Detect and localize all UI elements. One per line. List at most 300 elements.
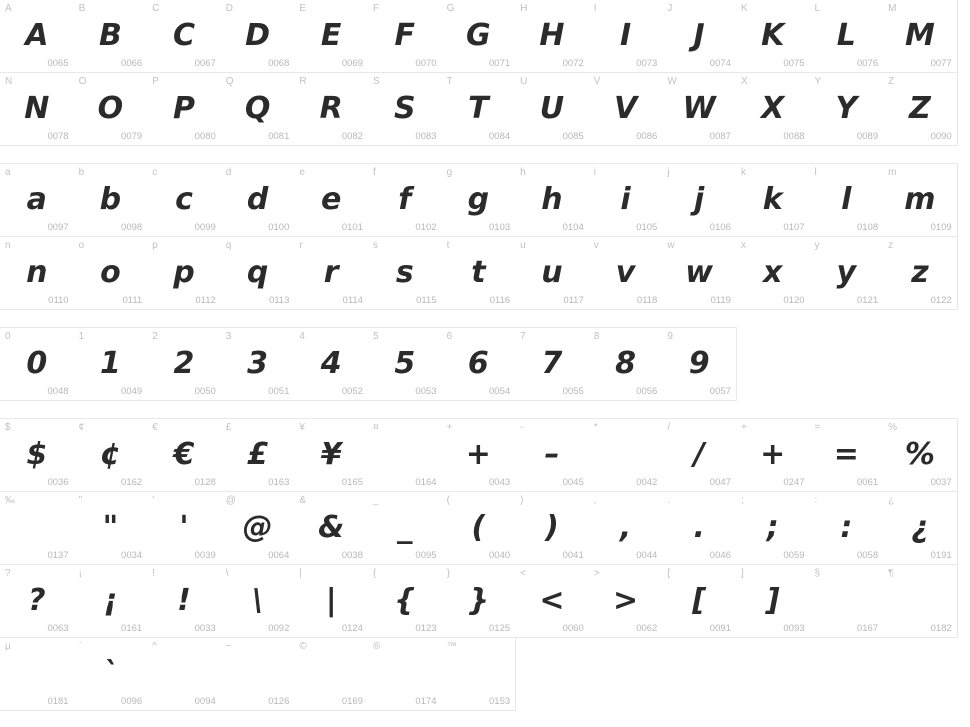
- glyph-block-numerals: [0, 328, 970, 401]
- glyph-name-label: .: [667, 495, 671, 506]
- glyph-preview: \: [252, 583, 264, 618]
- glyph-preview: 2: [173, 346, 195, 381]
- glyph-block-uppercase: [0, 0, 970, 146]
- glyph-cell[interactable]: [147, 564, 222, 638]
- glyph-code-label: 0052: [341, 386, 363, 397]
- glyph-code-label: 0104: [562, 222, 584, 233]
- glyph-preview: D: [245, 18, 271, 53]
- glyph-cell[interactable]: [589, 72, 664, 146]
- glyph-code-label: 0247: [783, 477, 805, 488]
- glyph-preview: %: [904, 437, 935, 472]
- glyph-name-label: h: [520, 167, 526, 178]
- glyph-preview: –: [544, 437, 560, 472]
- glyph-code-label: 0068: [268, 58, 290, 69]
- glyph-cell[interactable]: [442, 0, 517, 73]
- glyph-preview: W: [682, 91, 716, 126]
- glyph-name-label: $: [5, 422, 11, 433]
- glyph-name-label: ]: [740, 568, 744, 579]
- glyph-name-label: B: [78, 3, 86, 14]
- glyph-preview: s: [395, 255, 414, 290]
- glyph-cell[interactable]: [0, 418, 75, 492]
- glyph-preview: l: [841, 182, 852, 217]
- glyph-cell[interactable]: [589, 564, 664, 638]
- glyph-cell[interactable]: [810, 236, 885, 310]
- glyph-name-label: +: [446, 422, 453, 433]
- glyph-cell[interactable]: [883, 236, 958, 310]
- glyph-name-label: W: [667, 76, 677, 87]
- glyph-cell[interactable]: [221, 564, 296, 638]
- glyph-code-label: 0088: [783, 131, 805, 142]
- glyph-code-label: 0049: [121, 386, 143, 397]
- glyph-cell[interactable]: [662, 418, 737, 492]
- glyph-name-label: =: [814, 422, 821, 433]
- glyph-name-label: ¥: [299, 422, 305, 433]
- glyph-code-label: 0105: [636, 222, 658, 233]
- glyph-code-label: 0082: [341, 131, 363, 142]
- glyph-name-label: ¡: [78, 568, 82, 579]
- glyph-cell[interactable]: [221, 0, 296, 73]
- glyph-cell[interactable]: [442, 236, 517, 310]
- glyph-cell[interactable]: [368, 418, 443, 492]
- glyph-cell[interactable]: [0, 491, 75, 565]
- glyph-cell[interactable]: [147, 0, 222, 73]
- glyph-cell[interactable]: [442, 418, 517, 492]
- glyph-cell[interactable]: [294, 418, 369, 492]
- glyph-cell[interactable]: [147, 327, 222, 401]
- glyph-preview: q: [246, 255, 269, 290]
- glyph-name-label: G: [446, 3, 455, 14]
- glyph-name-label: Z: [888, 76, 895, 87]
- glyph-code-label: 0119: [710, 295, 731, 306]
- glyph-cell[interactable]: [589, 327, 664, 401]
- glyph-cell[interactable]: [0, 163, 75, 237]
- block-spacer: [0, 310, 970, 328]
- glyph-preview: x: [763, 255, 783, 290]
- glyph-cell[interactable]: [294, 564, 369, 638]
- glyph-cell[interactable]: [74, 637, 149, 711]
- glyph-name-label: e: [299, 167, 305, 178]
- glyph-preview: d: [246, 182, 269, 217]
- glyph-code-label: 0091: [709, 623, 731, 634]
- glyph-preview: `: [102, 656, 118, 691]
- glyph-cell-empty: [515, 637, 590, 711]
- glyph-cell[interactable]: [294, 637, 369, 711]
- glyph-name-label: }: [446, 568, 450, 579]
- glyph-cell[interactable]: [294, 72, 369, 146]
- glyph-code-label: 0059: [783, 550, 805, 561]
- glyph-cell-empty: [810, 327, 885, 401]
- glyph-code-label: 0165: [341, 477, 363, 488]
- glyph-cell[interactable]: [74, 327, 149, 401]
- glyph-cell[interactable]: [442, 163, 517, 237]
- glyph-cell[interactable]: [442, 637, 517, 711]
- glyph-cell[interactable]: [589, 236, 664, 310]
- glyph-cell[interactable]: [221, 72, 296, 146]
- glyph-code-label: 0174: [415, 696, 437, 707]
- glyph-preview: g: [467, 182, 490, 217]
- glyph-preview: 9: [688, 346, 710, 381]
- glyph-cell[interactable]: [368, 327, 443, 401]
- glyph-preview: (: [471, 510, 486, 545]
- glyph-cell[interactable]: [0, 564, 75, 638]
- glyph-code-label: 0107: [783, 222, 805, 233]
- glyph-cell[interactable]: [662, 491, 737, 565]
- glyph-cell[interactable]: [368, 491, 443, 565]
- glyph-preview: .: [693, 510, 705, 545]
- glyph-code-label: 0050: [194, 386, 216, 397]
- glyph-preview: b: [99, 182, 122, 217]
- glyph-preview: 6: [467, 346, 489, 381]
- glyph-cell[interactable]: [294, 491, 369, 565]
- glyph-name-label: §: [814, 568, 821, 579]
- glyph-cell[interactable]: [810, 72, 885, 146]
- glyph-preview: $: [26, 437, 48, 472]
- glyph-preview: A: [25, 18, 49, 53]
- glyph-code-label: 0113: [268, 295, 290, 306]
- glyph-code-label: 0066: [121, 58, 143, 69]
- glyph-cell[interactable]: [810, 418, 885, 492]
- glyph-cell-empty: [883, 637, 958, 711]
- glyph-name-label: &: [299, 495, 307, 506]
- glyph-cell[interactable]: [662, 72, 737, 146]
- glyph-cell[interactable]: [736, 418, 811, 492]
- glyph-code-label: 0051: [268, 386, 290, 397]
- glyph-cell[interactable]: [0, 0, 75, 73]
- glyph-cell[interactable]: [883, 418, 958, 492]
- glyph-cell[interactable]: [515, 564, 590, 638]
- glyph-name-label: O: [78, 76, 87, 87]
- glyph-name-label: T: [446, 76, 453, 87]
- glyph-preview: m: [904, 182, 936, 217]
- glyph-cell[interactable]: [221, 637, 296, 711]
- glyph-name-label: t: [446, 240, 450, 251]
- glyph-code-label: 0055: [562, 386, 584, 397]
- glyph-cell[interactable]: [0, 637, 75, 711]
- glyph-code-label: 0075: [783, 58, 805, 69]
- glyph-cell[interactable]: [883, 564, 958, 638]
- glyph-cell[interactable]: [147, 491, 222, 565]
- glyph-preview: ;: [766, 510, 779, 545]
- glyph-name-label: 2: [152, 331, 158, 342]
- glyph-cell[interactable]: [221, 491, 296, 565]
- glyph-preview: }: [467, 583, 490, 618]
- glyph-code-label: 0037: [930, 477, 952, 488]
- glyph-block-lowercase: [0, 164, 970, 310]
- glyph-preview: 7: [541, 346, 563, 381]
- glyph-preview: =: [833, 437, 859, 472]
- glyph-cell-empty: [736, 327, 811, 401]
- glyph-preview: V: [613, 91, 638, 126]
- glyph-code-label: 0109: [930, 222, 952, 233]
- glyph-name-label: _: [372, 495, 379, 506]
- glyph-name-label: V: [593, 76, 601, 87]
- glyph-cell[interactable]: [515, 72, 590, 146]
- glyph-preview: t: [471, 255, 486, 290]
- glyph-code-label: 0067: [194, 58, 216, 69]
- glyph-code-label: 0077: [930, 58, 952, 69]
- block-spacer: [0, 401, 970, 419]
- glyph-name-label: F: [372, 3, 380, 14]
- glyph-cell-empty: [736, 637, 811, 711]
- glyph-code-label: 0123: [415, 623, 437, 634]
- glyph-cell[interactable]: [736, 72, 811, 146]
- glyph-code-label: 0102: [415, 222, 437, 233]
- glyph-cell[interactable]: [74, 491, 149, 565]
- glyph-cell[interactable]: [883, 72, 958, 146]
- glyph-name-label: ": [78, 495, 83, 506]
- glyph-cell[interactable]: [515, 327, 590, 401]
- glyph-cell[interactable]: [442, 327, 517, 401]
- glyph-code-label: 0034: [121, 550, 143, 561]
- glyph-cell[interactable]: [883, 491, 958, 565]
- glyph-cell-empty: [589, 637, 664, 711]
- glyph-cell[interactable]: [0, 236, 75, 310]
- glyph-cell[interactable]: [736, 491, 811, 565]
- glyph-cell[interactable]: [589, 418, 664, 492]
- glyph-name-label: f: [372, 167, 376, 178]
- glyph-preview: f: [398, 182, 412, 217]
- glyph-cell[interactable]: [810, 163, 885, 237]
- glyph-name-label: ®: [372, 641, 381, 652]
- glyph-name-label: 0: [5, 331, 11, 342]
- glyph-cell[interactable]: [810, 0, 885, 73]
- glyph-preview: T: [468, 91, 489, 126]
- glyph-name-label: 8: [593, 331, 600, 342]
- glyph-cell[interactable]: [221, 163, 296, 237]
- glyph-preview: ¢: [99, 437, 121, 472]
- glyph-name-label: 7: [520, 331, 526, 342]
- glyph-cell[interactable]: [368, 236, 443, 310]
- glyph-preview: j: [693, 182, 705, 217]
- glyph-cell[interactable]: [736, 0, 811, 73]
- glyph-preview: ?: [28, 583, 46, 618]
- glyph-cell[interactable]: [442, 491, 517, 565]
- glyph-code-label: 0117: [563, 295, 584, 306]
- glyph-preview: ': [179, 510, 189, 545]
- glyph-preview: !: [177, 583, 191, 618]
- glyph-code-label: 0164: [415, 477, 437, 488]
- glyph-code-label: 0071: [489, 58, 511, 69]
- glyph-preview: 4: [320, 346, 342, 381]
- glyph-preview: ,: [619, 510, 632, 545]
- glyph-cell[interactable]: [221, 236, 296, 310]
- glyph-preview: G: [466, 18, 491, 53]
- glyph-code-label: 0048: [47, 386, 69, 397]
- glyph-name-label: K: [740, 3, 748, 14]
- glyph-code-label: 0103: [489, 222, 511, 233]
- glyph-preview: J: [693, 18, 705, 53]
- glyph-code-label: 0169: [341, 696, 363, 707]
- glyph-name-label: o: [78, 240, 85, 251]
- glyph-preview: :: [840, 510, 853, 545]
- glyph-cell[interactable]: [662, 327, 737, 401]
- glyph-name-label: C: [152, 3, 160, 14]
- glyph-name-label: <: [520, 568, 526, 579]
- glyph-code-label: 0070: [415, 58, 437, 69]
- glyph-name-label: H: [520, 3, 528, 14]
- glyph-name-label: z: [888, 240, 894, 251]
- glyph-cell[interactable]: [515, 163, 590, 237]
- glyph-cell[interactable]: [74, 163, 149, 237]
- glyph-code-label: 0085: [562, 131, 584, 142]
- glyph-cell[interactable]: [0, 327, 75, 401]
- glyph-cell[interactable]: [589, 0, 664, 73]
- glyph-cell[interactable]: [294, 0, 369, 73]
- glyph-preview: ]: [765, 583, 780, 618]
- glyph-name-label: !: [152, 568, 155, 579]
- glyph-cell[interactable]: [662, 236, 737, 310]
- glyph-name-label: *: [593, 422, 598, 433]
- glyph-cell[interactable]: [368, 72, 443, 146]
- glyph-name-label: €: [152, 422, 158, 433]
- glyph-cell[interactable]: [147, 72, 222, 146]
- glyph-code-label: 0182: [930, 623, 952, 634]
- glyph-code-label: 0191: [930, 550, 952, 561]
- glyph-name-label: ¤: [372, 422, 379, 433]
- glyph-code-label: 0047: [709, 477, 731, 488]
- glyph-cell[interactable]: [662, 564, 737, 638]
- glyph-cell-empty: [883, 327, 958, 401]
- glyph-code-label: 0058: [856, 550, 879, 561]
- glyph-name-label: 9: [667, 331, 673, 342]
- glyph-cell[interactable]: [368, 163, 443, 237]
- glyph-name-label: D: [225, 3, 234, 14]
- glyph-preview: ¡: [103, 583, 118, 618]
- glyph-name-label: \: [225, 568, 229, 579]
- glyph-cell[interactable]: [736, 564, 811, 638]
- glyph-cell[interactable]: [294, 236, 369, 310]
- glyph-cell[interactable]: [147, 163, 222, 237]
- glyph-name-label: Q: [225, 76, 234, 87]
- glyph-code-label: 0084: [489, 131, 511, 142]
- glyph-cell[interactable]: [589, 163, 664, 237]
- glyph-name-label: X: [740, 76, 748, 87]
- glyph-preview: y: [836, 255, 857, 290]
- glyph-cell[interactable]: [662, 0, 737, 73]
- glyph-preview: 3: [247, 346, 269, 381]
- glyph-cell[interactable]: [662, 163, 737, 237]
- glyph-name-label: ¶: [888, 568, 894, 579]
- glyph-preview: K: [761, 18, 785, 53]
- glyph-code-label: 0108: [856, 222, 879, 233]
- glyph-preview: 5: [394, 346, 416, 381]
- glyph-name-label: S: [372, 76, 380, 87]
- glyph-cell[interactable]: [74, 0, 149, 73]
- glyph-code-label: 0086: [636, 131, 658, 142]
- glyph-name-label: k: [740, 167, 746, 178]
- glyph-cell[interactable]: [883, 0, 958, 73]
- glyph-cell[interactable]: [147, 236, 222, 310]
- glyph-cell[interactable]: [515, 236, 590, 310]
- glyph-name-label: L: [814, 3, 821, 14]
- glyph-code-label: 0074: [709, 58, 731, 69]
- glyph-code-label: 0040: [489, 550, 511, 561]
- glyph-cell[interactable]: [147, 637, 222, 711]
- glyph-cell[interactable]: [442, 564, 517, 638]
- glyph-cell[interactable]: [74, 418, 149, 492]
- glyph-name-label: E: [299, 3, 307, 14]
- glyph-code-label: 0128: [194, 477, 216, 488]
- glyph-name-label: [: [667, 568, 671, 579]
- glyph-code-label: 0087: [709, 131, 731, 142]
- glyph-cell[interactable]: [589, 491, 664, 565]
- glyph-name-label: R: [299, 76, 307, 87]
- glyph-cell[interactable]: [736, 236, 811, 310]
- glyph-preview: i: [620, 182, 631, 217]
- glyph-code-label: 0100: [268, 222, 290, 233]
- glyph-name-label: c: [152, 167, 158, 178]
- glyph-preview: £: [247, 437, 269, 472]
- glyph-preview: h: [541, 182, 563, 217]
- glyph-preview: c: [175, 182, 193, 217]
- glyph-preview: p: [173, 255, 195, 290]
- glyph-code-label: 0073: [636, 58, 658, 69]
- glyph-preview: 0: [26, 346, 48, 381]
- glyph-code-label: 0033: [194, 623, 216, 634]
- glyph-preview: Z: [909, 91, 931, 126]
- glyph-cell[interactable]: [736, 163, 811, 237]
- glyph-cell[interactable]: [221, 418, 296, 492]
- glyph-preview: 1: [99, 346, 121, 381]
- glyph-name-label: ~: [225, 641, 232, 652]
- glyph-code-label: 0118: [636, 295, 658, 306]
- glyph-preview: {: [394, 583, 416, 618]
- glyph-code-label: 0121: [856, 295, 879, 306]
- glyph-name-label: I: [593, 3, 597, 14]
- glyph-cell[interactable]: [810, 564, 885, 638]
- glyph-name-label: g: [446, 167, 453, 178]
- glyph-cell[interactable]: [0, 72, 75, 146]
- glyph-cell[interactable]: [515, 0, 590, 73]
- glyph-code-label: 0137: [47, 550, 69, 561]
- glyph-name-label: (: [446, 495, 450, 506]
- glyph-code-label: 0110: [48, 295, 69, 306]
- glyph-preview: B: [98, 18, 122, 53]
- glyph-code-label: 0063: [47, 623, 69, 634]
- glyph-code-label: 0096: [121, 696, 143, 707]
- glyph-name-label: %: [888, 422, 898, 433]
- glyph-name-label: Y: [814, 76, 822, 87]
- glyph-cell[interactable]: [221, 327, 296, 401]
- glyph-name-label: m: [888, 167, 897, 178]
- glyph-cell[interactable]: [442, 72, 517, 146]
- glyph-code-label: 0036: [47, 477, 69, 488]
- glyph-code-label: 0167: [856, 623, 879, 634]
- glyph-cell[interactable]: [883, 163, 958, 237]
- glyph-cell[interactable]: [294, 163, 369, 237]
- glyph-name-label: u: [520, 240, 526, 251]
- glyph-code-label: 0120: [783, 295, 805, 306]
- glyph-cell[interactable]: [74, 236, 149, 310]
- glyph-preview: H: [539, 18, 565, 53]
- glyph-cell[interactable]: [810, 491, 885, 565]
- glyph-code-label: 0089: [856, 131, 879, 142]
- glyph-cell[interactable]: [368, 564, 443, 638]
- glyph-code-label: 0124: [341, 623, 363, 634]
- glyph-cell[interactable]: [74, 564, 149, 638]
- glyph-cell[interactable]: [74, 72, 149, 146]
- glyph-cell[interactable]: [515, 491, 590, 565]
- glyph-name-label: p: [152, 240, 158, 251]
- glyph-cell[interactable]: [368, 637, 443, 711]
- glyph-cell[interactable]: [515, 418, 590, 492]
- glyph-cell[interactable]: [368, 0, 443, 73]
- glyph-cell[interactable]: [147, 418, 222, 492]
- glyph-preview: z: [911, 255, 929, 290]
- glyph-cell-empty: [810, 637, 885, 711]
- glyph-cell[interactable]: [294, 327, 369, 401]
- glyph-preview: €: [173, 437, 195, 472]
